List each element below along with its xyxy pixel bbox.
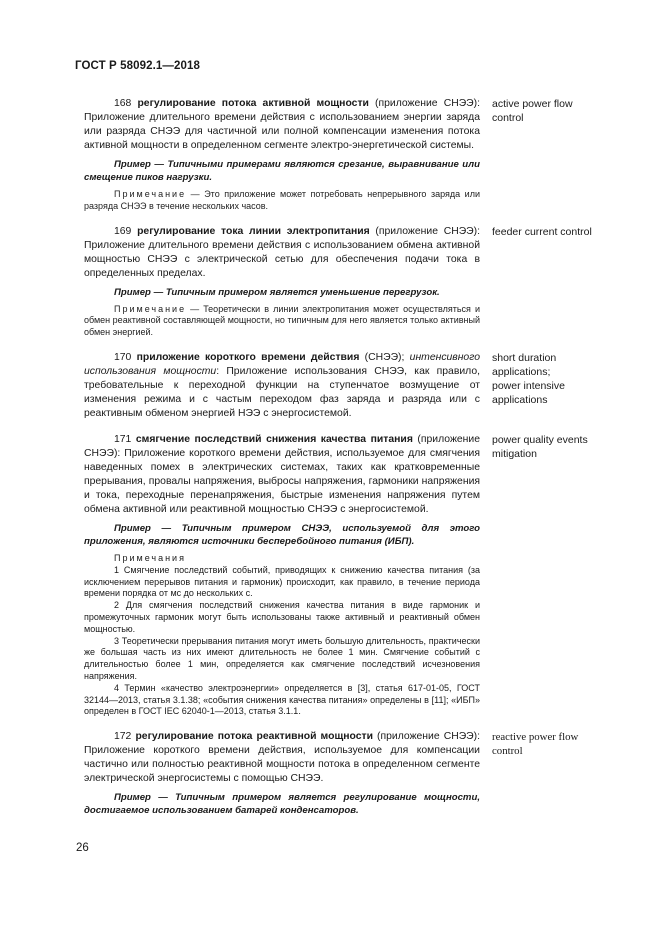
entry-russian [84,351,480,421]
term-entry-168 [84,97,644,213]
term-example: Пример — Типичным примером СНЭЭ, используемой для этого приложения, являются источники бесперебойного питания (ИБП). [84,522,480,547]
entry-english [492,351,644,407]
note-item: 2 Для смягчения последствий снижения качества питания в виде гармоник и промежуточных гармоник могут быть использованы также активный и реактивный обмен мощностью. [84,600,480,634]
term-example: Пример — Типичным примером является регулирование мощности, достигаемое использованием батарей конденсаторов. [84,792,480,817]
entry-russian [84,225,480,339]
term-name: приложение короткого времени действия [136,351,360,363]
term-entry-172 [84,730,644,817]
english-term-line: control [492,112,524,124]
term-text: (приложение СНЭЭ): Приложение короткого времени действия, используемое для смягчения наведенных помех в электрических системах, таких как кратковременные прерывания, провалы напряжения, выбросы напряжения, гармоники напряжения и тока, переходные перенапряжения, быстрые изменения напряжения путем обмена активной или реактивной мощностью СНЭЭ с энергосистемой. [84,433,480,515]
english-term-line: control [492,745,523,758]
term-entry-171 [84,433,644,718]
note-label: Примечание [114,303,187,314]
english-term-line: power intensive [492,379,565,392]
page-number: 26 [76,842,89,854]
term-text: (приложение СНЭЭ): Приложение короткого времени действия, используемое для компенсации частично или полностью реактивной мощности потока в определенном сегменте электрической энергосистемы с помощью СНЭЭ. [84,731,480,785]
english-term-line: power quality events [492,433,588,446]
note-text: — Теоретически в линии электропитания может осуществляться и обмен реактивной составляющей мощности, но типичным для него является только активный обмен энергией. [84,303,480,338]
term-name: регулирование потока активной мощности [137,98,369,109]
term-number: 170 [114,351,132,363]
english-term-line: applications [492,393,548,406]
term-number: 168 [114,98,132,109]
term-number: 169 [114,225,132,237]
document-header: ГОСТ Р 58092.1—2018 [75,60,200,72]
english-term-line: applications; [492,365,551,378]
alt-term-name: интенсивного использования мощности [84,351,481,377]
term-name: регулирование потока реактивной мощности [135,731,373,743]
note-item: 1 Смягчение последствий событий, приводящих к снижению качества питания (за исключением перерывов питания и гармоник) происходит, как правило, в течение периода времени порядка от мс до нескольких с. [84,564,480,599]
term-text: (приложение СНЭЭ): Приложение длительного времени действия с использованием энергии заряда или разряда СНЭЭ для частичной или полной компенсации изменения потока активной мощности в определенном сегменте электро-энергетической системы. [84,98,480,151]
term-definition [84,97,480,153]
entry-english [492,730,644,758]
note-item: 4 Термин «качество электроэнергии» определяется в [3], статья 617-01-05, ГОСТ 32144—2013, статья 3.1.38; «события снижения качества питания» определены в [11]; «ИБП» определен в ГОСТ IEC 62040-1—2013, статья 3.1.1. [84,682,480,717]
english-term-line: mitigation [492,447,537,460]
english-term-line: feeder current control [492,225,592,238]
entry-english [492,433,644,461]
note-label: Примечание [114,189,187,199]
term-text: (приложение СНЭЭ): Приложение длительного времени действия с использованием обмена активной мощностью СНЭЭ с электрической сетью для обеспечения подачи тока в определенных пределах. [84,225,480,279]
note-item: 3 Теоретически прерывания питания могут иметь большую длительность, практически же большая часть из них имеют длительность не более 1 мин. Смягчение событий с длительностью более 1 мин, определяется как смягчение последствий исчезновения напряжения. [84,635,480,681]
term-text: (СНЭЭ); [359,351,410,363]
term-note [84,304,480,339]
term-name: смягчение последствий снижения качества питания [135,433,413,445]
term-example: Пример — Типичным примером является уменьшение перегрузок. [114,286,440,298]
term-definition [84,225,480,281]
notes-label: Примечания [114,552,186,563]
term-definition [84,351,480,421]
entry-english [492,225,644,239]
term-number: 172 [114,731,132,743]
english-term-line: reactive power flow [492,731,579,744]
entry-russian [84,433,480,718]
english-term-line: short duration [492,351,557,364]
entry-russian [84,730,480,817]
term-definition [84,433,480,517]
term-entry-169 [84,225,644,339]
terms-content [84,97,644,817]
note-text: — Это приложение может потребовать непрерывного заряда или разряда СНЭЭ в течение нескольких часов. [84,189,480,211]
term-number: 171 [114,433,132,445]
term-name: регулирование тока линии электропитания [137,225,370,237]
term-note [84,189,480,213]
entry-english [492,97,644,125]
term-text: : Приложение использования СНЭЭ, как правило, требовательные к переходной функции на ступенчатое возмущение от изменения режима и с частым переходом фаз заряда и разряда или с реактивным обменом энергией НЭЭ с энергосистемой. [84,365,480,419]
term-entry-170 [84,351,644,421]
english-term-line: active power flow [492,98,573,110]
term-definition [84,730,480,786]
entry-russian [84,97,480,213]
term-example: Пример — Типичными примерами являются срезание, выравнивание или смещение пиков нагрузки. [84,159,480,183]
